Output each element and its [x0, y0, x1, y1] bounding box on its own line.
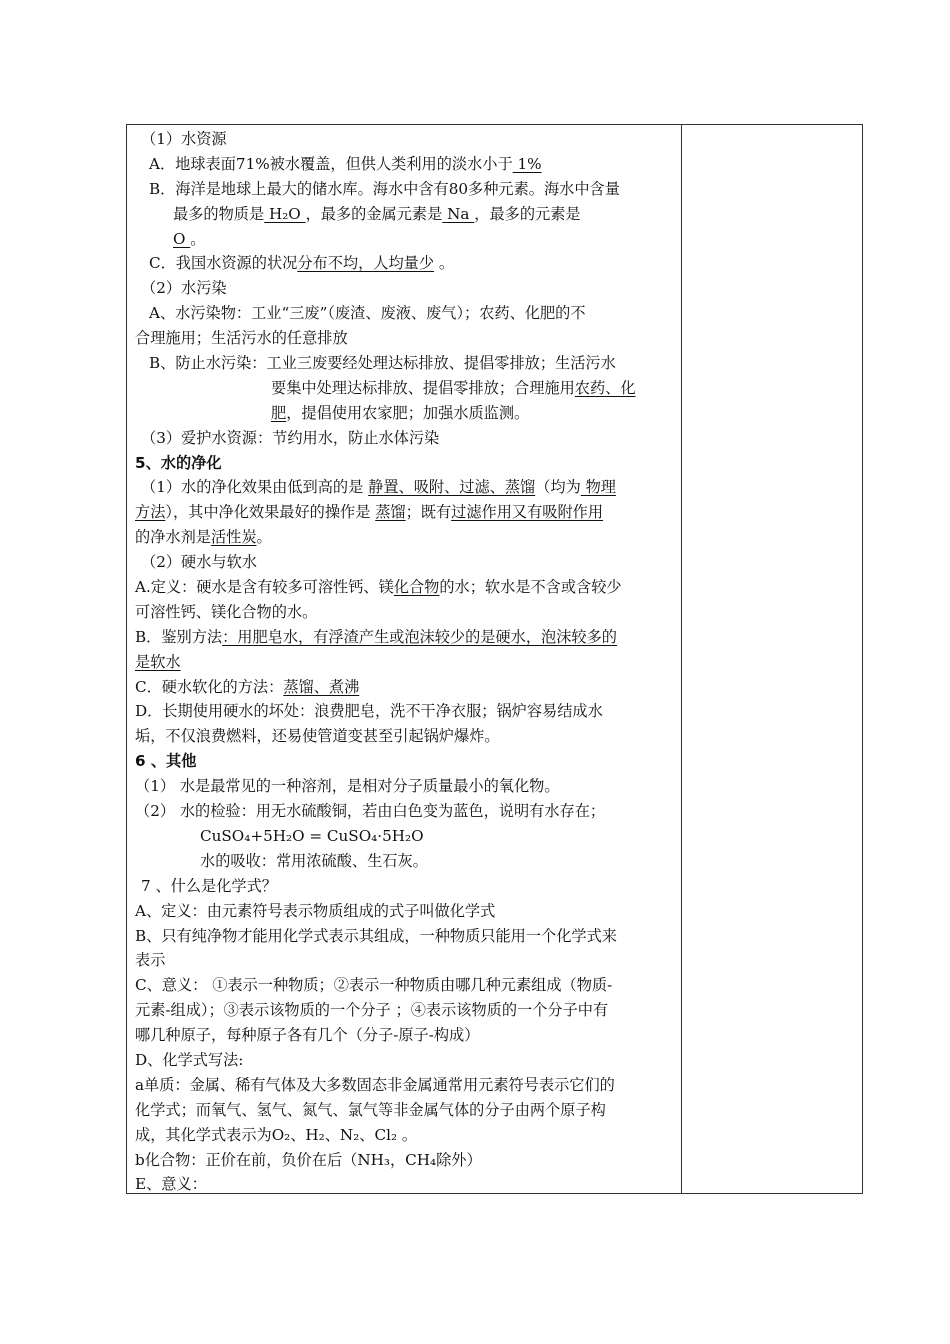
text-span: A、定义：由元素符号表示物质组成的式子叫做化学式: [135, 901, 496, 920]
text-span: 的净水剂是: [135, 528, 211, 547]
text-line: [135, 849, 675, 874]
text-span: （1）水资源: [141, 130, 227, 148]
text-line: [135, 351, 675, 376]
underlined-answer: 过滤作用又有吸附作用: [451, 503, 604, 522]
text-line: [135, 152, 675, 177]
text-span: B．海洋是地球上最大的储水库。海水中含有80多种元素。海水中含量: [149, 179, 620, 198]
text-line: [135, 749, 675, 774]
text-span: ，提倡使用农家肥；加强水质监测。: [286, 403, 530, 422]
underlined-answer: 方法: [135, 503, 166, 522]
text-span: A、水污染物：工业“三废”（废渣、废液、废气）；农药、化肥的不: [149, 304, 586, 323]
text-span: （均为: [535, 478, 581, 497]
text-line: [135, 998, 675, 1023]
text-line: [135, 600, 675, 625]
text-span: C．硬水软化的方法：: [135, 677, 284, 696]
text-line: [135, 475, 675, 500]
text-line: [135, 973, 675, 998]
text-span: 。: [434, 254, 455, 273]
notes-table: [126, 124, 863, 1194]
text-span: 水的吸收：常用浓硫酸、生石灰。: [200, 851, 428, 870]
text-span: （2）硬水与软水: [141, 553, 257, 572]
text-span: 。: [256, 528, 272, 547]
text-line: [135, 650, 675, 675]
text-span: （1）水的净化效果由低到高的是: [141, 478, 369, 497]
text-span: B．鉴别方法: [135, 627, 223, 646]
text-span: 要集中处理达标排放、提倡零排放；合理施用: [271, 378, 575, 397]
text-line: [135, 625, 675, 650]
text-line: [135, 426, 675, 451]
text-span: 合理施用；生活污水的任意排放: [135, 329, 348, 348]
underlined-answer: 静置、吸附、过滤、蒸馏: [368, 478, 536, 497]
text-line: [135, 550, 675, 575]
text-span: ），其中净化效果最好的操作是: [165, 503, 376, 522]
text-span: D．长期使用硬水的坏处：浪费肥皂，洗不干净衣服；锅炉容易结成水: [135, 702, 603, 721]
underlined-answer: 蒸馏: [375, 503, 406, 522]
text-span: ；既有: [405, 503, 452, 522]
text-span: 表示: [135, 951, 166, 970]
text-span: 化学式；而氧气、氢气、氮气、氯气等非金属气体的分子由两个原子构: [135, 1100, 606, 1119]
underlined-answer: 1%: [512, 154, 542, 173]
text-span: 元素-组成）；③表示该物质的一个分子 ；④表示该物质的一个分子中有: [135, 1001, 609, 1020]
text-line: [135, 326, 675, 351]
underlined-answer: 物理: [580, 478, 616, 497]
left-cell-content: [135, 127, 675, 1197]
text-line: [135, 824, 675, 849]
underlined-answer: ：用肥皂水，有浮渣产生或泡沫较少的是硬水，泡沫较多的: [222, 627, 617, 646]
text-line: [135, 276, 675, 301]
text-span: 5、水的净化: [135, 453, 222, 472]
text-span: C、意义： ①表示一种物质；②表示一种物质由哪几种元素组成（物质-: [135, 976, 613, 995]
text-span: B、防止水污染：工业三废要经处理达标排放、提倡零排放；生活污水: [149, 354, 616, 373]
text-span: （3）爱护水资源：节约用水，防止水体污染: [141, 428, 440, 447]
text-span: 。: [190, 229, 206, 248]
text-span: （2）水污染: [141, 279, 227, 298]
text-line: [135, 525, 675, 550]
text-line: [135, 177, 675, 202]
text-line: [135, 401, 675, 426]
text-line: [135, 1073, 675, 1098]
text-line: [135, 874, 675, 899]
underlined-answer: H₂O: [264, 204, 306, 223]
text-line: [135, 251, 675, 276]
text-span: D、化学式写法:: [135, 1050, 244, 1069]
text-line: [135, 202, 675, 227]
text-line: [135, 1098, 675, 1123]
text-span: （1） 水是最常见的一种溶剂，是相对分子质量最小的氧化物。: [135, 777, 560, 796]
text-span: 的水；软水是不含或含较少: [439, 578, 622, 597]
text-span: C．我国水资源的状况: [149, 254, 298, 273]
text-line: [135, 227, 675, 252]
text-line: [135, 301, 675, 326]
text-line: [135, 675, 675, 700]
text-span: 最多的物质是: [173, 204, 265, 223]
text-span: E、意义：: [135, 1175, 207, 1194]
text-span: （2） 水的检验：用无水硫酸铜，若由白色变为蓝色，说明有水存在；: [135, 802, 606, 821]
text-span: 垢，不仅浪费燃料，还易使管道变甚至引起锅炉爆炸。: [135, 727, 500, 746]
text-span: 成，其化学式表示为O₂、H₂、N₂、Cl₂ 。: [135, 1125, 418, 1144]
text-line: [135, 948, 675, 973]
underlined-answer: Na: [442, 204, 475, 223]
text-span: 哪几种原子，每种原子各有几个（分子-原子-构成）: [135, 1026, 480, 1045]
underlined-answer: 活性炭: [210, 528, 257, 547]
right-cell-empty: [682, 125, 862, 1193]
text-line: [135, 575, 675, 600]
text-line: [135, 500, 675, 525]
underlined-answer: 分布不均，人均量少: [297, 254, 434, 273]
underlined-answer: 化合物: [393, 578, 440, 597]
text-span: ，最多的金属元素是: [305, 204, 443, 223]
text-line: [135, 1048, 675, 1073]
text-span: B、只有纯净物才能用化学式表示其组成，一种物质只能用一个化学式来: [135, 926, 617, 945]
text-line: [135, 699, 675, 724]
text-span: a单质：金属、稀有气体及大多数固态非金属通常用元素符号表示它们的: [135, 1075, 615, 1094]
text-line: [135, 899, 675, 924]
underlined-answer: 蒸馏、煮沸: [283, 677, 360, 696]
underlined-answer: 农药、化: [574, 378, 636, 397]
text-span: ，最多的元素是: [474, 204, 581, 223]
text-span: A．地球表面71%被水覆盖，但供人类利用的淡水小于: [149, 154, 513, 173]
text-span: b化合物：正价在前，负价在后（NH₃，CH₄除外）: [135, 1150, 482, 1169]
text-line: [135, 924, 675, 949]
text-line: [135, 1023, 675, 1048]
text-span: 6 、其他: [135, 752, 197, 771]
text-line: [135, 1148, 675, 1173]
text-line: [135, 1172, 675, 1197]
text-span: 可溶性钙、镁化合物的水。: [135, 602, 318, 621]
underlined-answer: O: [173, 229, 191, 248]
text-line: [135, 774, 675, 799]
text-line: [135, 127, 675, 152]
underlined-answer: 肥: [271, 403, 287, 422]
text-span: A.定义：硬水是含有较多可溶性钙、镁: [135, 578, 394, 597]
text-line: [135, 376, 675, 401]
text-line: [135, 799, 675, 824]
text-span: CuSO₄+5H₂O = CuSO₄·5H₂O: [200, 826, 424, 845]
text-line: [135, 451, 675, 476]
underlined-answer: 是软水: [135, 652, 181, 671]
text-span: 7 、什么是化学式？: [141, 876, 277, 895]
text-line: [135, 724, 675, 749]
text-line: [135, 1123, 675, 1148]
